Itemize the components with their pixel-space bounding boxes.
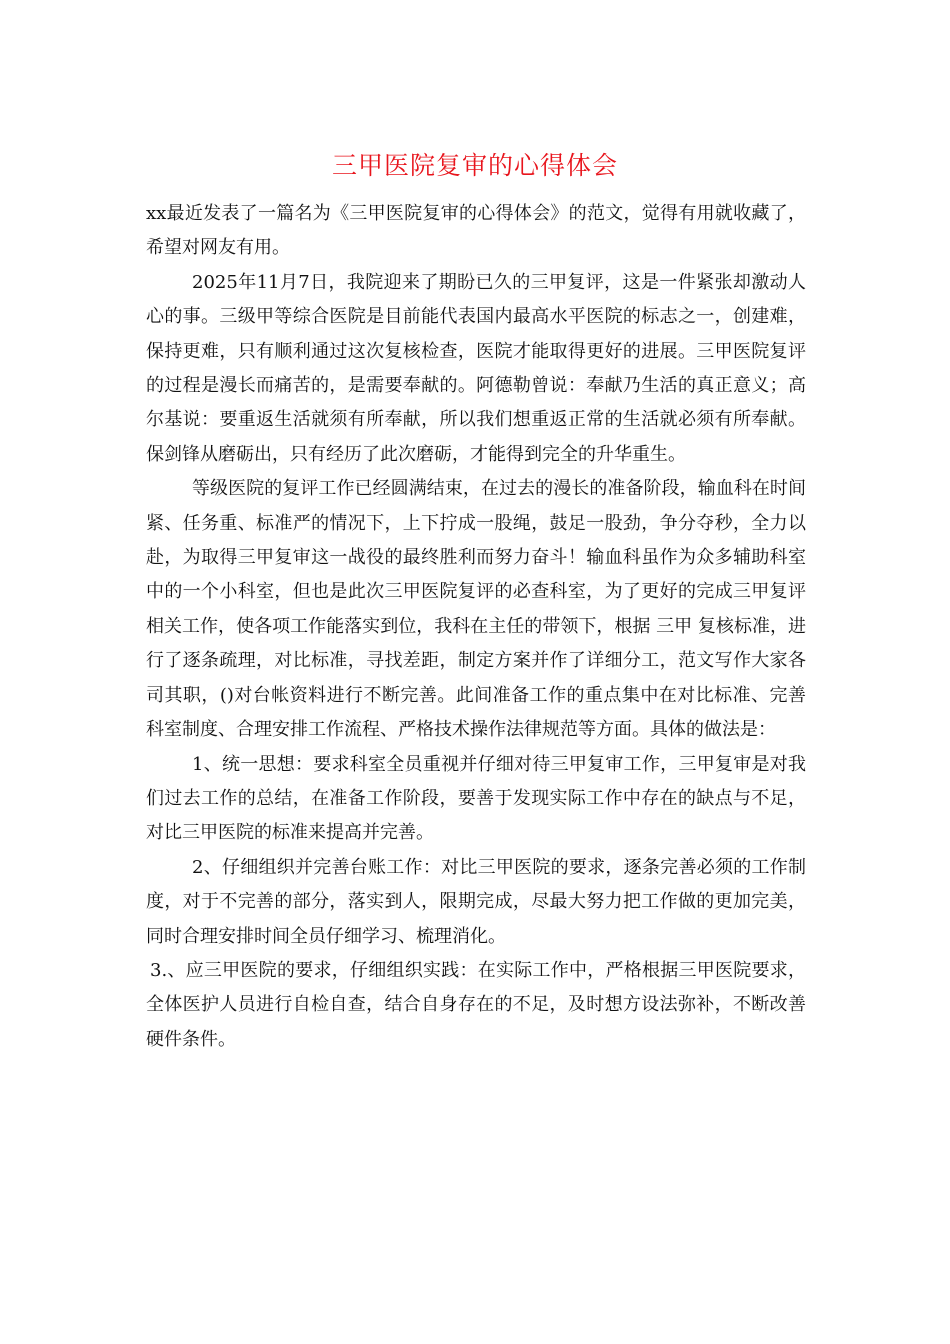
list-item-unify-thinking: 1、统一思想：要求科室全员重视并仔细对待三甲复审工作，三甲复审是对我们过去工作的总结，在准备工作阶段，要善于发现实际工作中存在的缺点与不足，对比三甲医院的标准来提高并完善。: [146, 753, 806, 844]
document-body: [146, 197, 806, 1057]
paragraph-review-date: 2025年11月7日，我院迎来了期盼已久的三甲复评，这是一件紧张却激动人心的事。三级甲等综合医院是目前能代表国内最高水平医院的标志之一，创建难，保持更难，只有顺利通过这次复核检查，医院才能取得更好的进展。三甲医院复评的过程是漫长而痛苦的，是需要奉献的。阿德勒曾说：奉献乃生活的真正意义；高尔基说：要重返生活就须有所奉献，所以我们想重返正常的生活就必须有所奉献。保剑锋从磨砺出，只有经历了此次磨砺，才能得到完全的升华重生。: [146, 271, 806, 465]
list-item-ledger-work: 2、仔细组织并完善台账工作：对比三甲医院的要求，逐条完善必须的工作制度，对于不完善的部分，落实到人，限期完成，尽最大努力把工作做的更加完美，同时合理安排时间全员仔细学习、梳理消化。: [146, 856, 806, 947]
paragraph-preparation: 等级医院的复评工作已经圆满结束，在过去的漫长的准备阶段，输血科在时间紧、任务重、标准严的情况下，上下拧成一股绳，鼓足一股劲，争分夺秒，全力以赴，为取得三甲复审这一战役的最终胜利而努力奋斗！输血科虽作为众多辅助科室中的一个小科室，但也是此次三甲医院复评的必查科室，为了更好的完成三甲复评相关工作，使各项工作能落实到位，我科在主任的带领下，根据 三甲 复核标准，进行了逐条疏理，对比标准，寻找差距，制定方案并作了详细分工，范文写作大家各司其职，()对台帐资料进行不断完善。此间准备工作的重点集中在对比标准、完善科室制度、合理安排工作流程、严格技术操作法律规范等方面。具体的做法是：: [146, 478, 806, 741]
document-title: 三甲医院复审的心得体会: [331, 151, 618, 180]
intro-paragraph: xx最近发表了一篇名为《三甲医院复审的心得体会》的范文，觉得有用就收藏了，希望对网友有用。: [146, 203, 806, 259]
list-item-practice: 3.、应三甲医院的要求，仔细组织实践：在实际工作中，严格根据三甲医院要求，全体医护人员进行自检自查，结合自身存在的不足，及时想方设法弥补，不断改善硬件条件。: [146, 959, 806, 1050]
